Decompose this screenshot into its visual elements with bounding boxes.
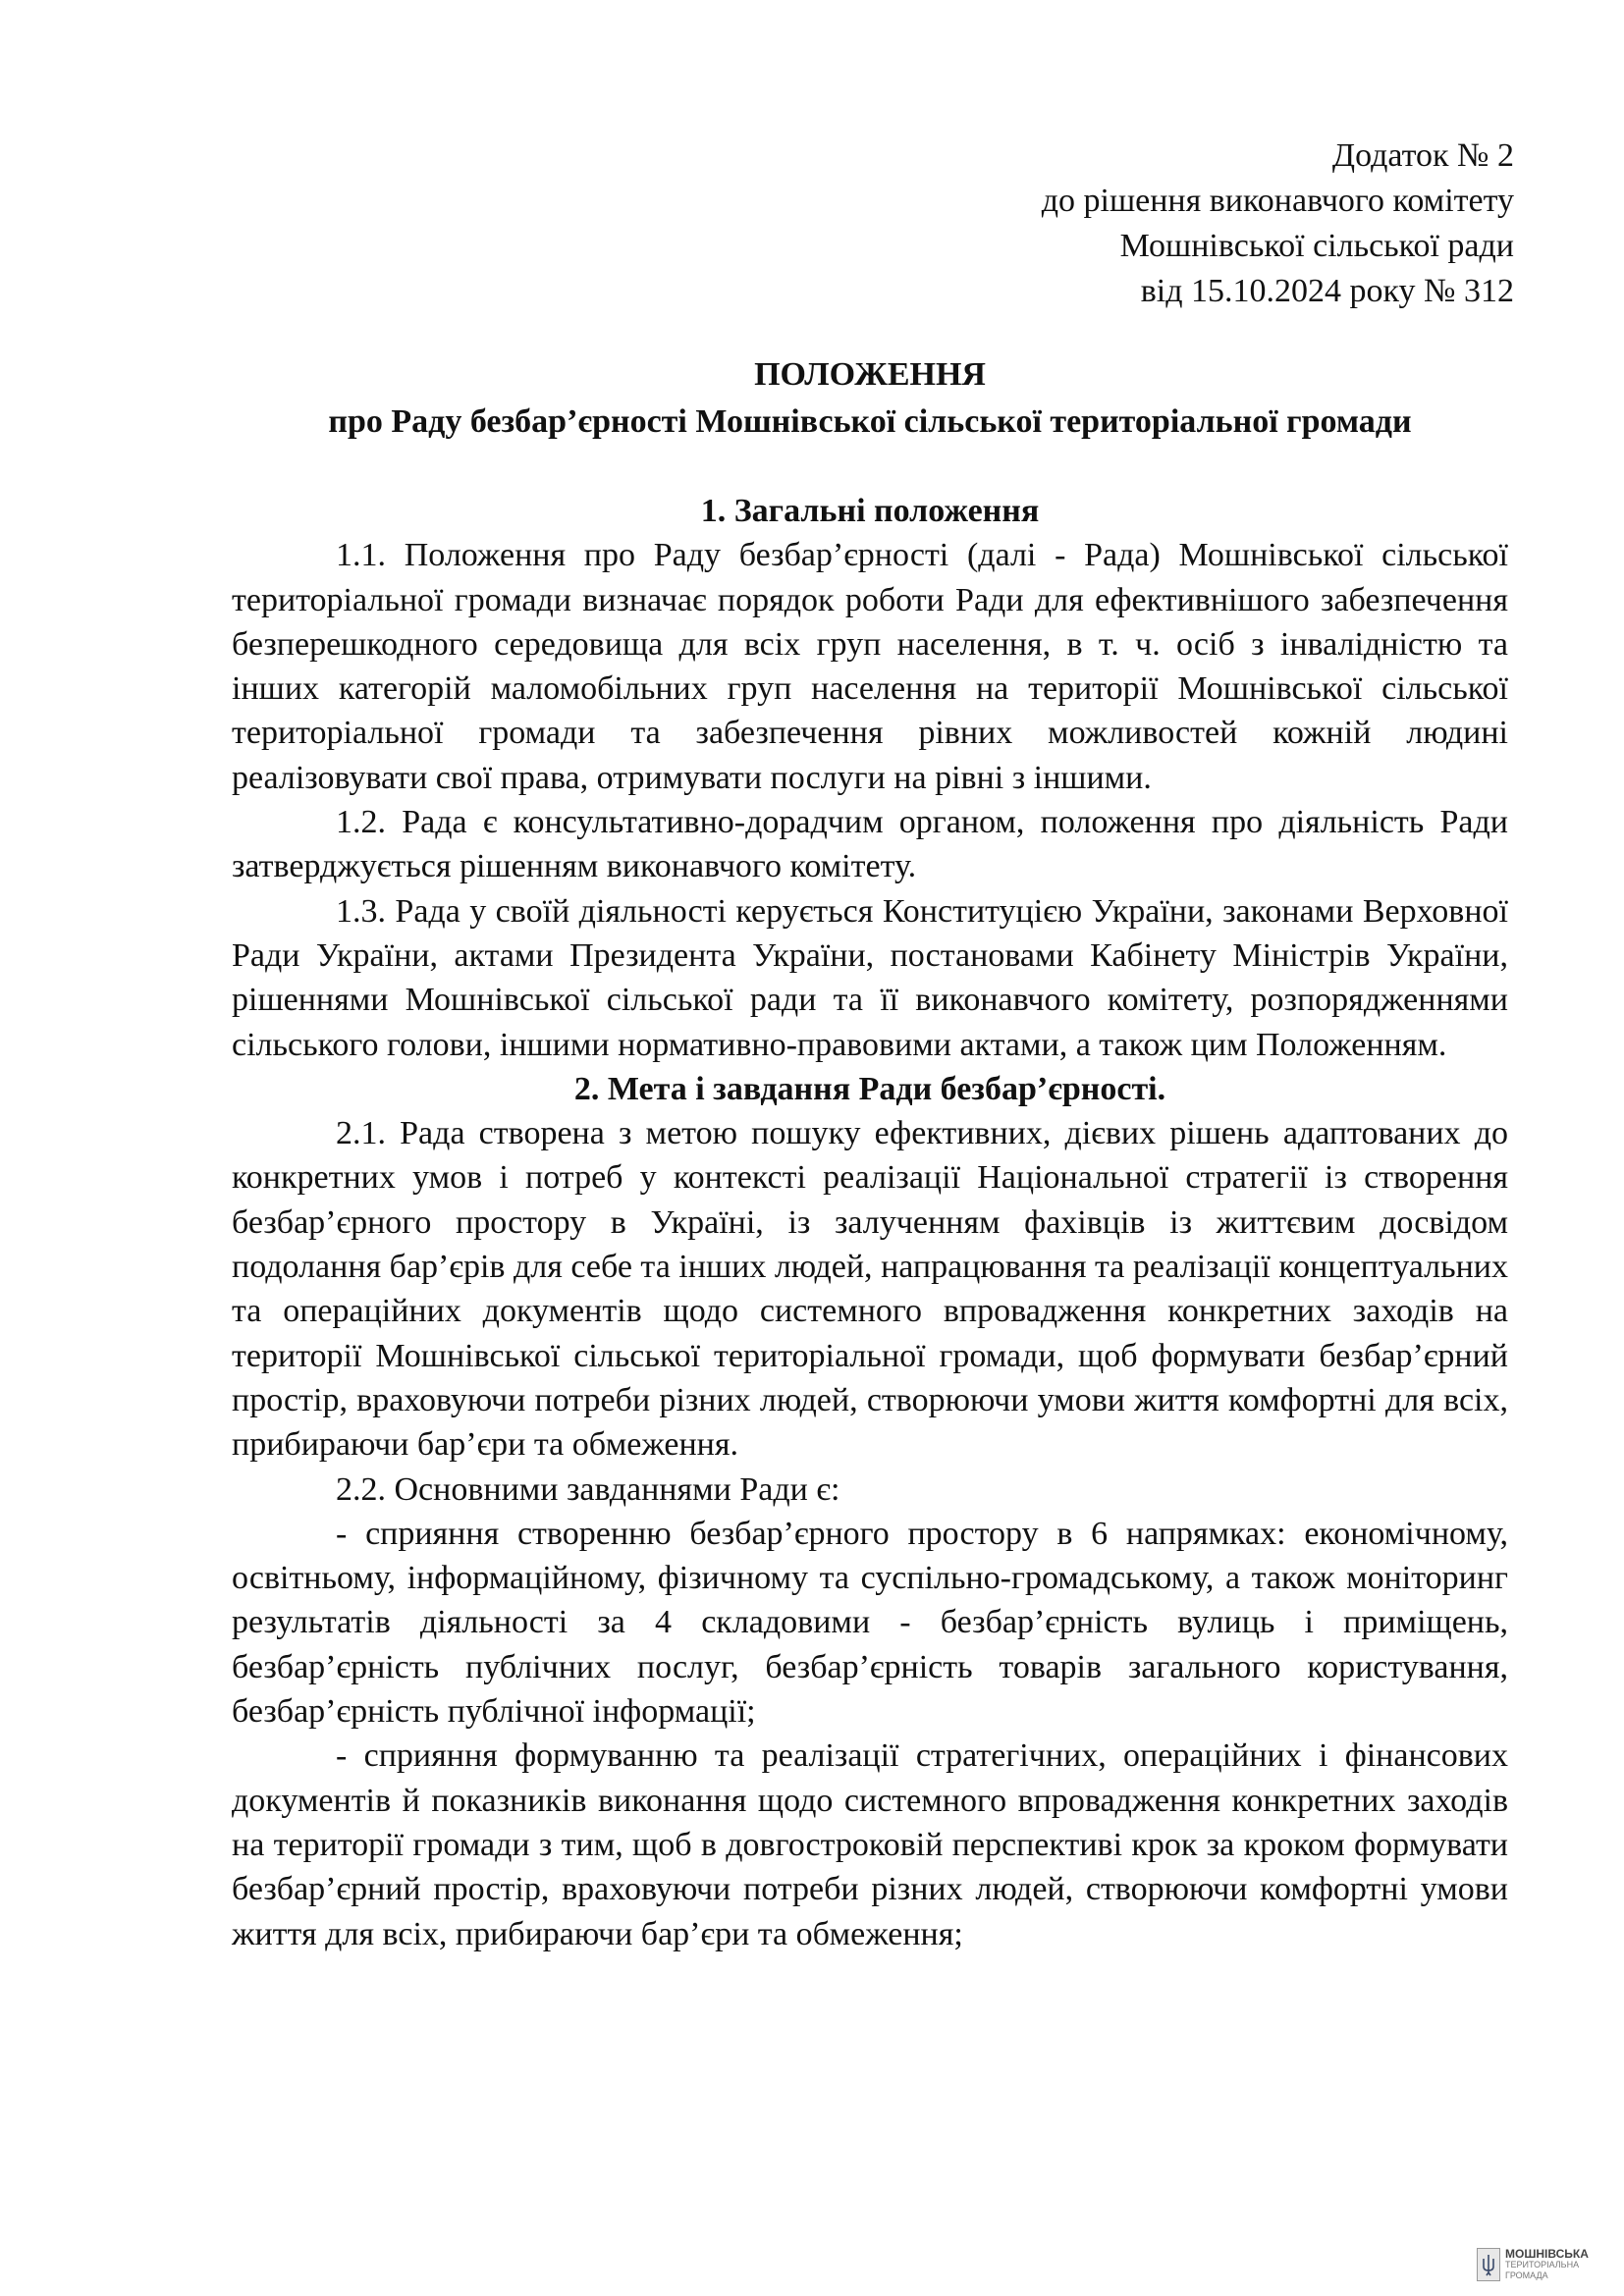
paragraph-1-1: 1.1. Положення про Раду безбар’єрності (далі - Рада) Мошнівської сільської територіальної громади визначає порядок роботи Ради для ефективнішого забезпечення безперешкодного середовища для всіх груп населення, в т. ч. осіб з інвалідністю та інших категорій маломобільних груп населення на території Мошнівської сільської територіальної громади та забезпечення рівних можливостей кожній людині реалізовувати свої права, отримувати послуги на рівні з іншими.	[232, 537, 1508, 796]
annex-block	[1042, 133, 1514, 314]
annex-number: Додаток № 2	[1331, 137, 1514, 174]
paragraph-2-1: 2.1. Рада створена з метою пошуку ефективних, дієвих рішень адаптованих до конкретних умов і потреб у контексті реалізації Національної стратегії із створення безбар’єрного простору в Україні, із залученням фахівців із життєвим досвідом подолання бар’єрів для себе та інших людей, напрацювання та реалізації концептуальних та операційних документів щодо системного впровадження конкретних заходів на території Мошнівської сільської територіальної громади, щоб формувати безбар’єрний простір, враховуючи потреби різних людей, створюючи умови життя комфортні для всіх, прибираючи бар’єри та обмеження.	[232, 1115, 1508, 1464]
paragraph-1-3: 1.3. Рада у своїй діяльності керується Конституцією України, законами Верховної Ради України, актами Президента України, постановами Кабінету Міністрів України, рішеннями Мошнівської сільської ради та її виконавчого комітету, розпорядженнями сільського голови, іншими нормативно-правовими актами, а також цим Положенням.	[232, 892, 1508, 1063]
annex-date: від 15.10.2024 року № 312	[1140, 273, 1514, 309]
title-subtitle: про Раду безбар’єрності Мошнівської сільської територіальної громади	[328, 403, 1412, 440]
community-logo	[1477, 2248, 1589, 2281]
annex-decision: до рішення виконавчого комітету	[1041, 183, 1514, 219]
annex-council: Мошнівської сільської ради	[1119, 228, 1514, 264]
document-body	[232, 489, 1508, 1956]
section-2-heading: 2. Мета і завдання Ради безбар’єрності.	[573, 1070, 1166, 1107]
paragraph-2-2: 2.2. Основними завданнями Ради є:	[336, 1470, 840, 1508]
paragraph-1-2: 1.2. Рада є консультативно-дорадчим органом, положення про діяльність Ради затверджується рішенням виконавчого комітету.	[232, 804, 1508, 885]
document-title	[232, 351, 1508, 446]
section-1-heading: 1. Загальні положення	[700, 493, 1040, 529]
logo-line-2: ТЕРИТОРІАЛЬНА	[1505, 2259, 1580, 2269]
logo-line-3: ГРОМАДА	[1505, 2269, 1548, 2280]
bullet-item-2: - сприяння формуванню та реалізації стратегічних, операційних і фінансових документів й показників виконання щодо системного впровадження конкретних заходів на території громади з тим, щоб в довгостроковій перспективі крок за кроком формувати безбар’єрний простір, враховуючи потреби різних людей, створюючи комфортні умови життя для всіх, прибираючи бар’єри та обмеження;	[232, 1737, 1508, 1952]
logo-text	[1505, 2246, 1589, 2281]
title-main: ПОЛОЖЕННЯ	[754, 356, 986, 393]
trident-icon	[1477, 2248, 1500, 2281]
logo-line-1: МОШНІВСЬКА	[1505, 2246, 1589, 2261]
bullet-item-1: - сприяння створенню безбар’єрного простору в 6 напрямках: економічному, освітньому, інформаційному, фізичному та суспільно-громадському, а також моніторинг результатів діяльності за 4 складовими - безбар’єрність вулиць і приміщень, безбар’єрність публічних послуг, безбар’єрність товарів загального користування, безбар’єрність публічної інформації;	[232, 1515, 1508, 1731]
